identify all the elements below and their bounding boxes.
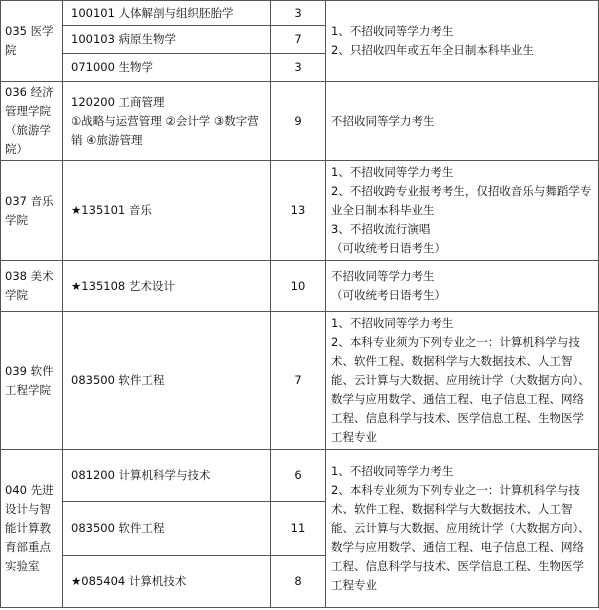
quota: 7 [271, 26, 326, 54]
table-row [1, 1, 599, 26]
major-name: 100103 病原生物学 [63, 26, 271, 54]
major-name: ★085404 计算机技术 [63, 556, 271, 608]
note-line: 1、不招收同等学力考生 [331, 464, 454, 478]
major-name: 120200 工商管理 [71, 94, 165, 109]
quota: 13 [271, 161, 326, 261]
major-name: 071000 生物学 [63, 54, 271, 82]
note-line: 2、本科专业须为下列专业之一：计算机科学与技术、软件工程、数据科学与大数据技术、人工智能、云计算与大数据、应用统计学（大数据方向）、数学与应用数学、通信工程、电子信息工程、网络工程、信息科学与技术、医学信息工程、生物医学工程专业 [331, 483, 590, 592]
table-row [1, 450, 599, 502]
major-name: 083500 软件工程 [63, 312, 271, 450]
note-line: 不招收同等学力考生 [331, 269, 435, 283]
major-name: ★135101 音乐 [63, 161, 271, 261]
note-line: 1、不招收同等学力考生 [331, 24, 454, 38]
table-row [1, 261, 599, 312]
notes-cell [326, 82, 599, 161]
major-name: ★135108 艺术设计 [63, 261, 271, 312]
notes-cell [326, 161, 599, 261]
major-cell [63, 82, 271, 161]
major-name: 083500 软件工程 [63, 502, 271, 556]
college-name: 035 医学院 [1, 1, 63, 82]
college-name: 038 美术学院 [1, 261, 63, 312]
table-row [1, 312, 599, 450]
note-line: 2、本科专业须为下列专业之一：计算机科学与技术、软件工程、数据科学与大数据技术、人工智能、云计算与大数据、应用统计学（大数据方向）、数学与应用数学、通信工程、电子信息工程、网络工程、信息科学与技术、医学信息工程、生物医学工程专业 [331, 335, 590, 444]
quota: 3 [271, 54, 326, 82]
major-directions: ①战略与运营管理 ②会计学 ③数字营销 ④旅游管理 [71, 113, 259, 147]
note-line: （可收统考日语考生） [331, 241, 446, 255]
note-line: 3、不招收流行演唱 [331, 222, 431, 236]
college-name: 039 软件工程学院 [1, 312, 63, 450]
table-row [1, 82, 599, 161]
quota: 11 [271, 502, 326, 556]
note-line: 1、不招收同等学力考生 [331, 316, 454, 330]
notes-cell [326, 1, 599, 82]
note-line: （可收统考日语考生） [331, 288, 446, 302]
quota: 9 [271, 82, 326, 161]
quota: 6 [271, 450, 326, 502]
college-name: 037 音乐学院 [1, 161, 63, 261]
notes-cell [326, 261, 599, 312]
quota: 10 [271, 261, 326, 312]
table-row [1, 161, 599, 261]
notes-cell [326, 450, 599, 608]
major-name: 081200 计算机科学与技术 [63, 450, 271, 502]
note-line: 2、不招收跨专业报考考生，仅招收音乐与舞蹈学专业全日制本科毕业生 [331, 184, 592, 217]
note-line: 2、只招收四年或五年全日制本科毕业生 [331, 43, 534, 57]
college-name: 040 先进设计与智能计算教育部重点实验室 [1, 450, 63, 608]
quota: 7 [271, 312, 326, 450]
notes-cell [326, 312, 599, 450]
quota: 8 [271, 556, 326, 608]
note-line: 不招收同等学力考生 [331, 113, 435, 128]
major-name: 100101 人体解剖与组织胚胎学 [63, 1, 271, 26]
college-name: 036 经济管理学院（旅游学院） [1, 82, 63, 161]
note-line: 1、不招收同等学力考生 [331, 165, 454, 179]
quota: 3 [271, 1, 326, 26]
